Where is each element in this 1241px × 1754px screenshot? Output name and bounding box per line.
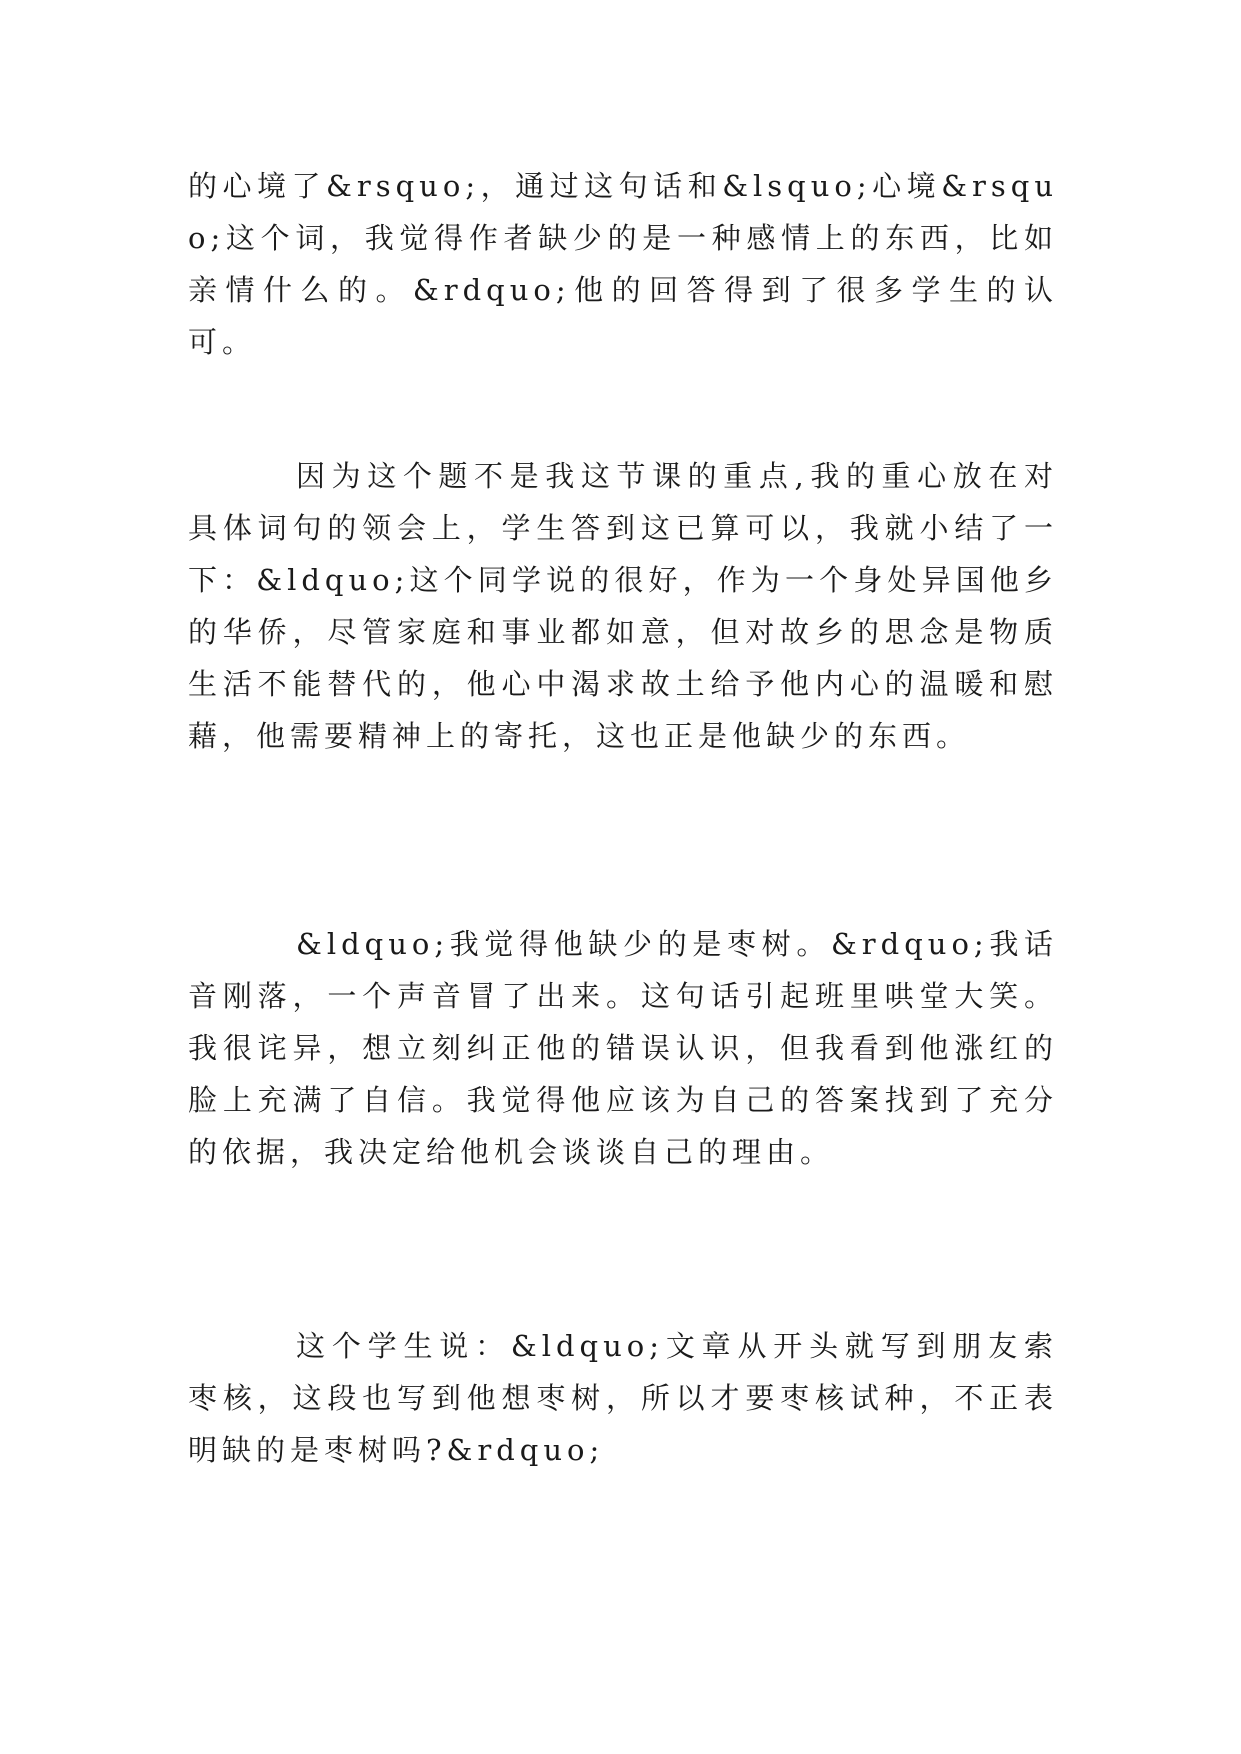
paragraph: &ldquo;我觉得他缺少的是枣树。&rdquo;我话音刚落，一个声音冒了出来。这句话引起班里哄堂大笑。我很诧异，想立刻纠正他的错误认识，但我看到他涨红的脸上充满了自信。我觉得他应该为自己的答案找到了充分的依据，我决定给他机会谈谈自己的理由。 (188, 927, 1058, 1169)
paragraph: 这个学生说：&ldquo;文章从开头就写到朋友索枣核，这段也写到他想枣树，所以才要枣核试种，不正表明缺的是枣树吗?&rdquo; (188, 1329, 1058, 1467)
paragraph: 因为这个题不是我这节课的重点,我的重心放在对具体词句的领会上，学生答到这已算可以，我就小结了一下：&ldquo;这个同学说的很好，作为一个身处异国他乡的华侨，尽管家庭和事业都如意，但对故乡的思念是物质生活不能替代的，他心中渴求故土给予他内心的温暖和慰藉，他需要精神上的寄托，这也正是他缺少的东西。 (188, 459, 1058, 753)
paragraph-continued: 的心境了&rsquo;，通过这句话和&lsquo;心境&rsquo;这个词，我觉得作者缺少的是一种感情上的东西，比如亲情什么的。&rdquo;他的回答得到了很多学生的认可。 (188, 169, 1058, 359)
